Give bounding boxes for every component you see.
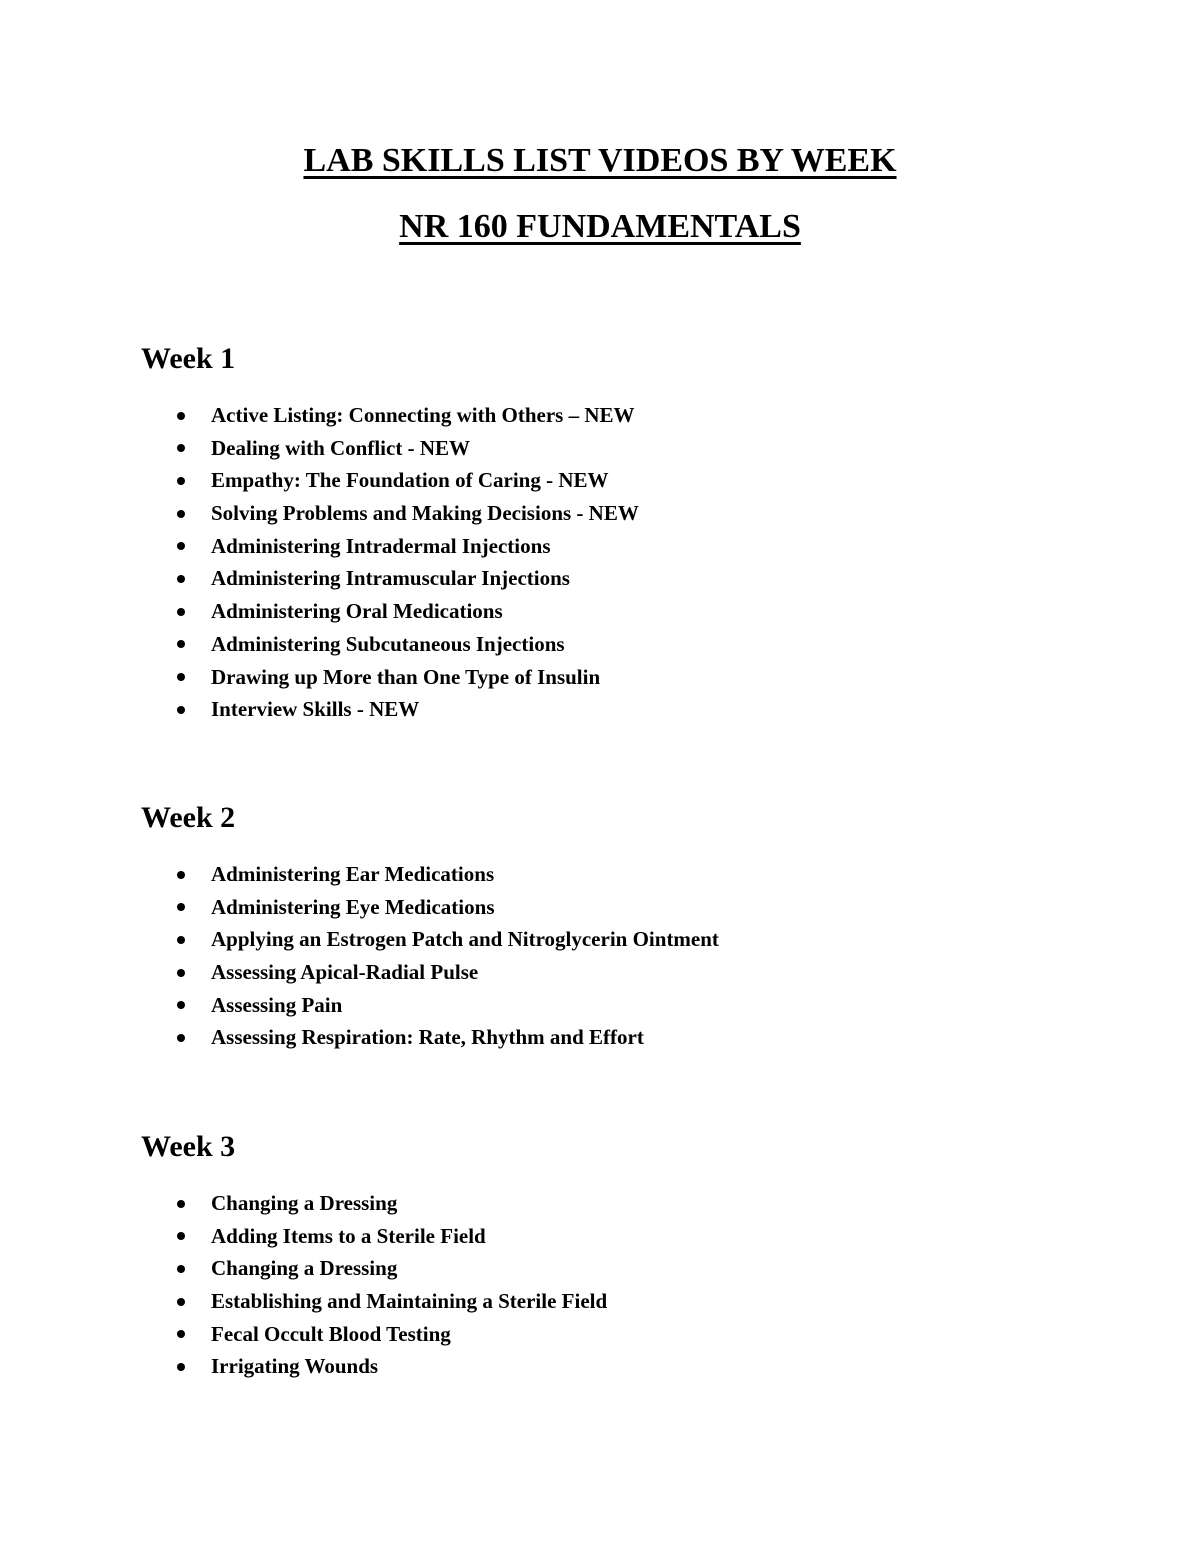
- skill-label: Active Listing: Connecting with Others – NEW: [211, 403, 635, 427]
- week-2-skill-list: [141, 858, 1141, 1054]
- bullet-icon: [177, 412, 185, 420]
- skill-label: Empathy: The Foundation of Caring - NEW: [211, 468, 609, 493]
- week-2-heading: Week 2: [141, 801, 236, 834]
- week-2-section: [141, 800, 1141, 1054]
- bullet-icon: [177, 1034, 185, 1042]
- list-item: [141, 1350, 1141, 1383]
- list-item: [141, 628, 1141, 661]
- skill-label: Fecal Occult Blood Testing: [211, 1321, 451, 1346]
- skill-label: Assessing Respiration: Rate, Rhythm and Effort: [211, 1025, 644, 1050]
- skill-label: Solving Problems and Making Decisions - NEW: [211, 501, 639, 526]
- list-item: [141, 464, 1141, 497]
- week-1-heading: Week 1: [141, 342, 236, 375]
- list-item: [141, 399, 1141, 432]
- document-subtitle-text: NR 160 FUNDAMENTALS: [399, 208, 801, 245]
- skill-label: Administering Intradermal Injections: [211, 533, 551, 558]
- bullet-icon: [177, 640, 185, 648]
- skill-label: Dealing with Conflict - NEW: [211, 435, 470, 460]
- list-item: [141, 562, 1141, 595]
- skill-label: Drawing up More than One Type of Insulin: [211, 664, 601, 689]
- bullet-icon: [177, 542, 185, 550]
- document-title-text: LAB SKILLS LIST VIDEOS BY WEEK: [303, 142, 897, 179]
- list-item: [141, 1187, 1141, 1220]
- bullet-icon: [177, 871, 185, 879]
- document-subtitle: [0, 207, 1200, 247]
- bullet-icon: [177, 936, 185, 944]
- list-item: [141, 661, 1141, 694]
- skill-label: Assessing Pain: [211, 992, 343, 1017]
- week-3-skill-list: [141, 1187, 1141, 1383]
- bullet-icon: [177, 1001, 185, 1009]
- list-item: [141, 1252, 1141, 1285]
- list-item: [141, 1021, 1141, 1054]
- list-item: [141, 497, 1141, 530]
- bullet-icon: [177, 706, 185, 714]
- bullet-icon: [177, 903, 185, 911]
- skill-label: Administering Subcutaneous Injections: [211, 631, 565, 656]
- bullet-icon: [177, 608, 185, 616]
- bullet-icon: [177, 1200, 185, 1208]
- bullet-icon: [177, 673, 185, 681]
- list-item: [141, 693, 1141, 726]
- bullet-icon: [177, 969, 185, 977]
- list-item: [141, 858, 1141, 891]
- skill-label: Interview Skills - NEW: [211, 697, 420, 722]
- list-item: [141, 891, 1141, 924]
- bullet-icon: [177, 575, 185, 583]
- bullet-icon: [177, 1330, 185, 1338]
- list-item: [141, 530, 1141, 563]
- list-item: [141, 1285, 1141, 1318]
- skill-label: Changing a Dressing: [211, 1191, 398, 1215]
- skill-label: Administering Oral Medications: [211, 599, 503, 624]
- skill-label: Changing a Dressing: [211, 1256, 398, 1281]
- bullet-icon: [177, 1232, 185, 1240]
- week-1-section: [141, 341, 1141, 726]
- list-item: [141, 1318, 1141, 1351]
- list-item: [141, 595, 1141, 628]
- week-3-heading: Week 3: [141, 1130, 236, 1163]
- skill-label: Irrigating Wounds: [211, 1354, 379, 1379]
- bullet-icon: [177, 1363, 185, 1371]
- list-item: [141, 989, 1141, 1022]
- week-1-skill-list: [141, 399, 1141, 726]
- bullet-icon: [177, 444, 185, 452]
- bullet-icon: [177, 1265, 185, 1273]
- skill-label: Adding Items to a Sterile Field: [211, 1223, 486, 1248]
- skill-label: Administering Intramuscular Injections: [211, 566, 570, 591]
- skill-label: Applying an Estrogen Patch and Nitroglycerin Ointment: [211, 927, 719, 952]
- list-item: [141, 432, 1141, 465]
- document-title: [0, 141, 1200, 181]
- list-item: [141, 956, 1141, 989]
- skill-label: Establishing and Maintaining a Sterile Field: [211, 1289, 608, 1314]
- bullet-icon: [177, 510, 185, 518]
- list-item: [141, 1220, 1141, 1253]
- bullet-icon: [177, 1298, 185, 1306]
- list-item: [141, 923, 1141, 956]
- skill-label: Administering Eye Medications: [211, 894, 495, 919]
- skill-label: Administering Ear Medications: [211, 862, 495, 886]
- week-3-section: [141, 1129, 1141, 1383]
- skill-label: Assessing Apical-Radial Pulse: [211, 960, 479, 985]
- bullet-icon: [177, 477, 185, 485]
